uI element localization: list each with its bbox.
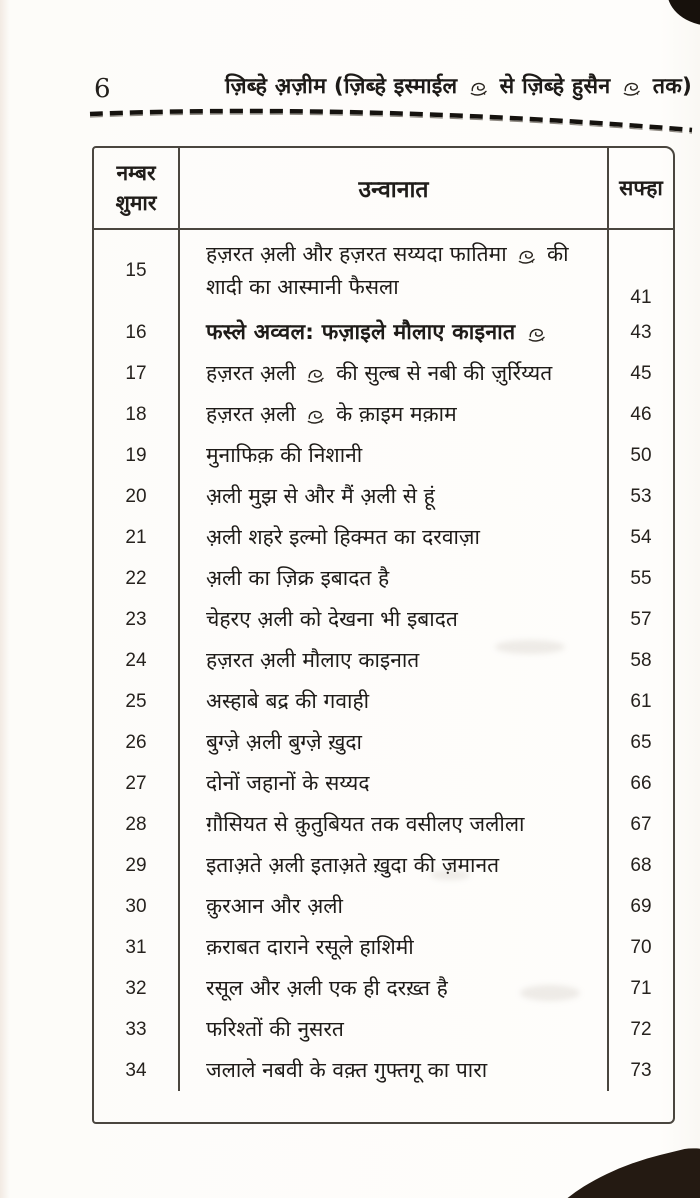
row-title <box>180 886 609 927</box>
text-segment: अ़ली का ज़िक्र इबादत है <box>206 566 390 591</box>
text-segment: दोनों जहानों के सय्यद <box>206 771 370 796</box>
text-segment: ज़िब्हे अ़ज़ीम (ज़िब्हे इस्माईल <box>225 74 458 99</box>
text-segment: चेहरए अ़ली को देखना भी इबादत <box>206 607 458 632</box>
book-title <box>111 72 692 101</box>
row-title <box>180 722 609 763</box>
table-row <box>94 681 673 722</box>
table-row <box>94 353 673 394</box>
row-title <box>180 394 609 435</box>
row-title-line <box>206 726 601 759</box>
row-number: 15 <box>94 230 180 312</box>
row-title <box>180 1050 609 1091</box>
row-title-line <box>206 562 601 595</box>
table-row <box>94 886 673 927</box>
row-title <box>180 476 609 517</box>
row-title <box>180 681 609 722</box>
row-title <box>180 1009 609 1050</box>
row-number: 23 <box>94 599 180 640</box>
table-row <box>94 1009 673 1050</box>
row-title-line <box>206 521 601 554</box>
toc-table-body <box>94 230 673 1091</box>
row-title-line <box>206 767 601 800</box>
text-segment: अ़ली शहरे इल्मो हिक्मत का दरवाज़ा <box>206 525 480 550</box>
row-title-line <box>206 439 601 472</box>
row-page: 67 <box>630 813 652 835</box>
table-row <box>94 1050 673 1091</box>
table-row <box>94 312 673 353</box>
row-page: 65 <box>630 731 652 753</box>
row-title-line <box>206 238 601 271</box>
table-row <box>94 230 673 312</box>
toc-table <box>92 146 675 1124</box>
row-number: 33 <box>94 1009 180 1050</box>
page-number: 6 <box>94 74 111 104</box>
row-number: 21 <box>94 517 180 558</box>
text-segment: फरिश्तों की नुसरत <box>206 1017 344 1042</box>
row-title-line <box>206 890 601 923</box>
row-page: 41 <box>630 287 652 308</box>
row-title-line <box>206 398 601 431</box>
scan-corner-shadow-top-right <box>664 0 700 27</box>
text-segment: के क़ाइम मक़ाम <box>336 402 457 427</box>
table-row <box>94 722 673 763</box>
row-page: 71 <box>630 977 652 999</box>
table-row <box>94 435 673 476</box>
row-title <box>180 353 609 394</box>
row-number: 22 <box>94 558 180 599</box>
row-page: 46 <box>630 403 652 425</box>
row-title <box>180 804 609 845</box>
row-title-line <box>206 1013 601 1046</box>
row-page: 68 <box>630 854 652 876</box>
honorific-icon <box>469 81 488 96</box>
row-page: 43 <box>630 321 652 343</box>
row-number: 31 <box>94 927 180 968</box>
honorific-icon <box>306 409 325 424</box>
row-title-line <box>206 1054 601 1087</box>
row-title <box>180 312 609 353</box>
row-number: 29 <box>94 845 180 886</box>
row-number: 20 <box>94 476 180 517</box>
column-header-title: उन्वानात <box>180 148 609 228</box>
text-segment: अ़ली मुझ से और मैं अ़ली से हूं <box>206 484 435 509</box>
row-title-line <box>206 316 601 349</box>
table-row <box>94 394 673 435</box>
row-number: 28 <box>94 804 180 845</box>
table-row <box>94 476 673 517</box>
text-segment: अस्हाबे बद्र की गवाही <box>206 689 370 714</box>
table-row <box>94 599 673 640</box>
row-page: 55 <box>630 567 652 589</box>
text-segment: हज़रत अ़ली और हज़रत सय्यदा फातिमा <box>206 242 507 267</box>
text-segment: ग़ौसियत से क़ुतुबियत तक वसीलए जलीला <box>206 812 525 837</box>
text-segment: फस्ले अव्वल: फज़ाइले मौलाए काइनात <box>206 319 516 345</box>
row-title-line <box>206 357 601 390</box>
row-page: 54 <box>630 526 652 548</box>
text-segment: इताअ़ते अ़ली इताअ़ते ख़ुदा की ज़मानत <box>206 853 500 878</box>
row-title-line <box>206 271 601 304</box>
scan-artifact <box>495 640 565 654</box>
row-page: 53 <box>630 485 652 507</box>
row-page: 73 <box>630 1059 652 1081</box>
text-segment: की सुल्ब से नबी की ज़ुर्रिय्यत <box>336 361 553 386</box>
row-number: 16 <box>94 312 180 353</box>
row-number: 34 <box>94 1050 180 1091</box>
table-row <box>94 640 673 681</box>
row-title-line <box>206 603 601 636</box>
table-row <box>94 558 673 599</box>
text-segment: बुग्ज़े अ़ली बुग्ज़े ख़ुदा <box>206 730 363 755</box>
row-page: 69 <box>630 895 652 917</box>
row-number: 18 <box>94 394 180 435</box>
page-header <box>94 72 692 102</box>
scan-corner-shadow-bottom-right <box>517 1140 700 1198</box>
table-row <box>94 804 673 845</box>
table-row <box>94 968 673 1009</box>
honorific-icon <box>622 81 641 96</box>
text-segment: हज़रत अ़ली <box>206 361 296 386</box>
row-title <box>180 763 609 804</box>
row-number: 27 <box>94 763 180 804</box>
row-title-line <box>206 931 601 964</box>
column-header-number: नम्बर शुमार <box>94 148 180 228</box>
table-row <box>94 763 673 804</box>
row-page: 50 <box>630 444 652 466</box>
honorific-icon <box>517 249 536 264</box>
text-segment: मुनाफिक़ की निशानी <box>206 443 363 468</box>
row-page: 45 <box>630 362 652 384</box>
text-segment: की <box>547 242 569 267</box>
row-title <box>180 558 609 599</box>
toc-table-header <box>94 148 673 230</box>
row-page: 57 <box>630 608 652 630</box>
text-segment: क़ुरआन और अ़ली <box>206 894 343 919</box>
text-segment: क़राबत दाराने रसूले हाशिमी <box>206 935 414 960</box>
row-number: 19 <box>94 435 180 476</box>
row-page: 72 <box>630 1018 652 1040</box>
dashed-rule <box>86 104 698 140</box>
text-segment: जलाले नबवी के वक़्त गुफ्तगू का पारा <box>206 1058 488 1083</box>
row-title-line <box>206 808 601 841</box>
text-segment: रसूल और अ़ली एक ही दरख़्त है <box>206 976 448 1001</box>
row-title <box>180 927 609 968</box>
text-segment: तक) <box>652 74 692 99</box>
text-segment: हज़रत अ़ली मौलाए काइनात <box>206 648 420 673</box>
row-page: 66 <box>630 772 652 794</box>
row-title-line <box>206 849 601 882</box>
column-header-page: सफ्हा <box>619 176 663 200</box>
row-number: 30 <box>94 886 180 927</box>
row-number: 26 <box>94 722 180 763</box>
row-number: 17 <box>94 353 180 394</box>
row-number: 24 <box>94 640 180 681</box>
table-row <box>94 927 673 968</box>
row-title <box>180 599 609 640</box>
row-title <box>180 230 609 312</box>
row-title <box>180 517 609 558</box>
row-title <box>180 845 609 886</box>
row-number: 25 <box>94 681 180 722</box>
row-page: 61 <box>630 690 652 712</box>
text-segment: हज़रत अ़ली <box>206 402 296 427</box>
honorific-icon <box>527 327 546 342</box>
row-page: 70 <box>630 936 652 958</box>
row-page: 58 <box>630 649 652 671</box>
table-row <box>94 845 673 886</box>
text-segment: शादी का आस्मानी फैसला <box>206 275 399 299</box>
text-segment: से ज़िब्हे हुसैन <box>499 74 611 99</box>
row-number: 32 <box>94 968 180 1009</box>
row-title-line <box>206 480 601 513</box>
row-title-line <box>206 685 601 718</box>
scan-artifact <box>520 985 580 1001</box>
scan-artifact <box>430 870 470 880</box>
table-row <box>94 517 673 558</box>
honorific-icon <box>306 368 325 383</box>
row-title <box>180 435 609 476</box>
